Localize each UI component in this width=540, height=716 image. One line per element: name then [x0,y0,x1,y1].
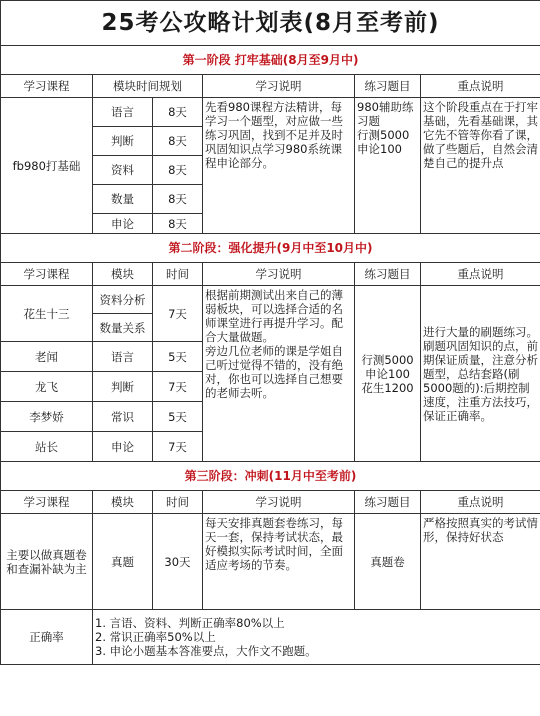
stage3-header-time: 时间 [153,491,203,514]
stage3-practice: 真题卷 [355,514,421,610]
stage2-header-practice: 练习题目 [355,263,421,286]
stage1-explanation: 先看980课程方法精讲，每学习一个题型，对应做一些练习巩固，找到不足并及时巩固知识点学习980系统课程申论部分。 [203,98,355,234]
stage1-course: fb980打基础 [1,98,93,234]
stage1-practice: 980辅助练习题 行测5000 申论100 [355,98,421,234]
stage2-header-explanation: 学习说明 [203,263,355,286]
stage2-header-course: 学习课程 [1,263,93,286]
stage1-time: 8天 [153,98,203,127]
stage1-time: 8天 [153,185,203,214]
stage1-module: 资料 [93,156,153,185]
stage2-module: 判断 [93,372,153,402]
stage1-module: 申论 [93,214,153,234]
stage2-module: 资料分析 [93,286,153,314]
stage1-time: 8天 [153,156,203,185]
stage2-practice: 行测5000 申论100 花生1200 [355,286,421,462]
stage3-header-module: 模块 [93,491,153,514]
accuracy-list [93,610,540,665]
accuracy-item: 3. 申论小题基本答准要点，大作文不跑题。 [95,644,317,658]
stage2-time: 7天 [153,432,203,462]
stage2-time: 7天 [153,372,203,402]
stage2-header-module: 模块 [93,263,153,286]
stage1-header-practice: 练习题目 [355,75,421,98]
stage3-focus: 严格按照真实的考试情形，保持好状态 [421,514,540,610]
stage2-teacher: 李梦娇 [1,402,93,432]
stage2-banner: 第二阶段：强化提升(9月中至10月中) [1,234,540,263]
stage3-header-explanation: 学习说明 [203,491,355,514]
stage2-time: 7天 [153,286,203,342]
stage2-header-focus: 重点说明 [421,263,540,286]
stage2-module: 常识 [93,402,153,432]
stage1-header-module-time: 模块时间规划 [93,75,203,98]
page-title: 25考公攻略计划表(8月至考前) [1,1,540,46]
stage1-time: 8天 [153,127,203,156]
stage1-focus: 这个阶段重点在于打牢基础，先看基础课，其它先不管等你看了课，做了些题后，自然会清楚自己的提升点 [421,98,540,234]
stage3-explanation: 每天安排真题套卷练习，每天一套，保持考试状态，最好模拟实际考试时间，全面适应考场的节奏。 [203,514,355,610]
stage2-teacher: 站长 [1,432,93,462]
stage2-header-time: 时间 [153,263,203,286]
accuracy-item: 1. 言语、资料、判断正确率80%以上 [95,616,285,630]
stage2-teacher: 花生十三 [1,286,93,342]
stage1-module: 数量 [93,185,153,214]
stage2-focus: 进行大量的刷题练习。刷题巩固知识的点，前期保证质量，注意分析题型，总结套路(刷5000题的):后期控制速度，注重方法技巧，保证正确率。 [421,286,540,462]
stage3-header-focus: 重点说明 [421,491,540,514]
stage2-teacher: 老闻 [1,342,93,372]
stage1-module: 判断 [93,127,153,156]
accuracy-label: 正确率 [1,610,93,665]
stage2-explanation: 根据前期测试出来自己的薄弱板块，可以选择合适的名师课堂进行再提升学习。配合大量做题。 旁边几位老师的课是学姐自己听过觉得不错的，没有绝对，你也可以选择自己想要的老师去听。 [203,286,355,462]
stage1-header-course: 学习课程 [1,75,93,98]
stage3-course: 主要以做真题卷和查漏补缺为主 [1,514,93,610]
stage1-header-focus: 重点说明 [421,75,540,98]
stage1-banner: 第一阶段 打牢基础(8月至9月中) [1,46,540,75]
stage3-module: 真题 [93,514,153,610]
stage3-header-course: 学习课程 [1,491,93,514]
stage1-header-explanation: 学习说明 [203,75,355,98]
stage3-time: 30天 [153,514,203,610]
stage2-time: 5天 [153,402,203,432]
stage2-module: 数量关系 [93,314,153,342]
stage2-module: 语言 [93,342,153,372]
stage3-header-practice: 练习题目 [355,491,421,514]
stage2-time: 5天 [153,342,203,372]
stage3-banner: 第三阶段：冲刺(11月中至考前) [1,462,540,491]
accuracy-item: 2. 常识正确率50%以上 [95,630,216,644]
stage2-teacher: 龙飞 [1,372,93,402]
stage2-module: 申论 [93,432,153,462]
stage1-time: 8天 [153,214,203,234]
stage1-module: 语言 [93,98,153,127]
